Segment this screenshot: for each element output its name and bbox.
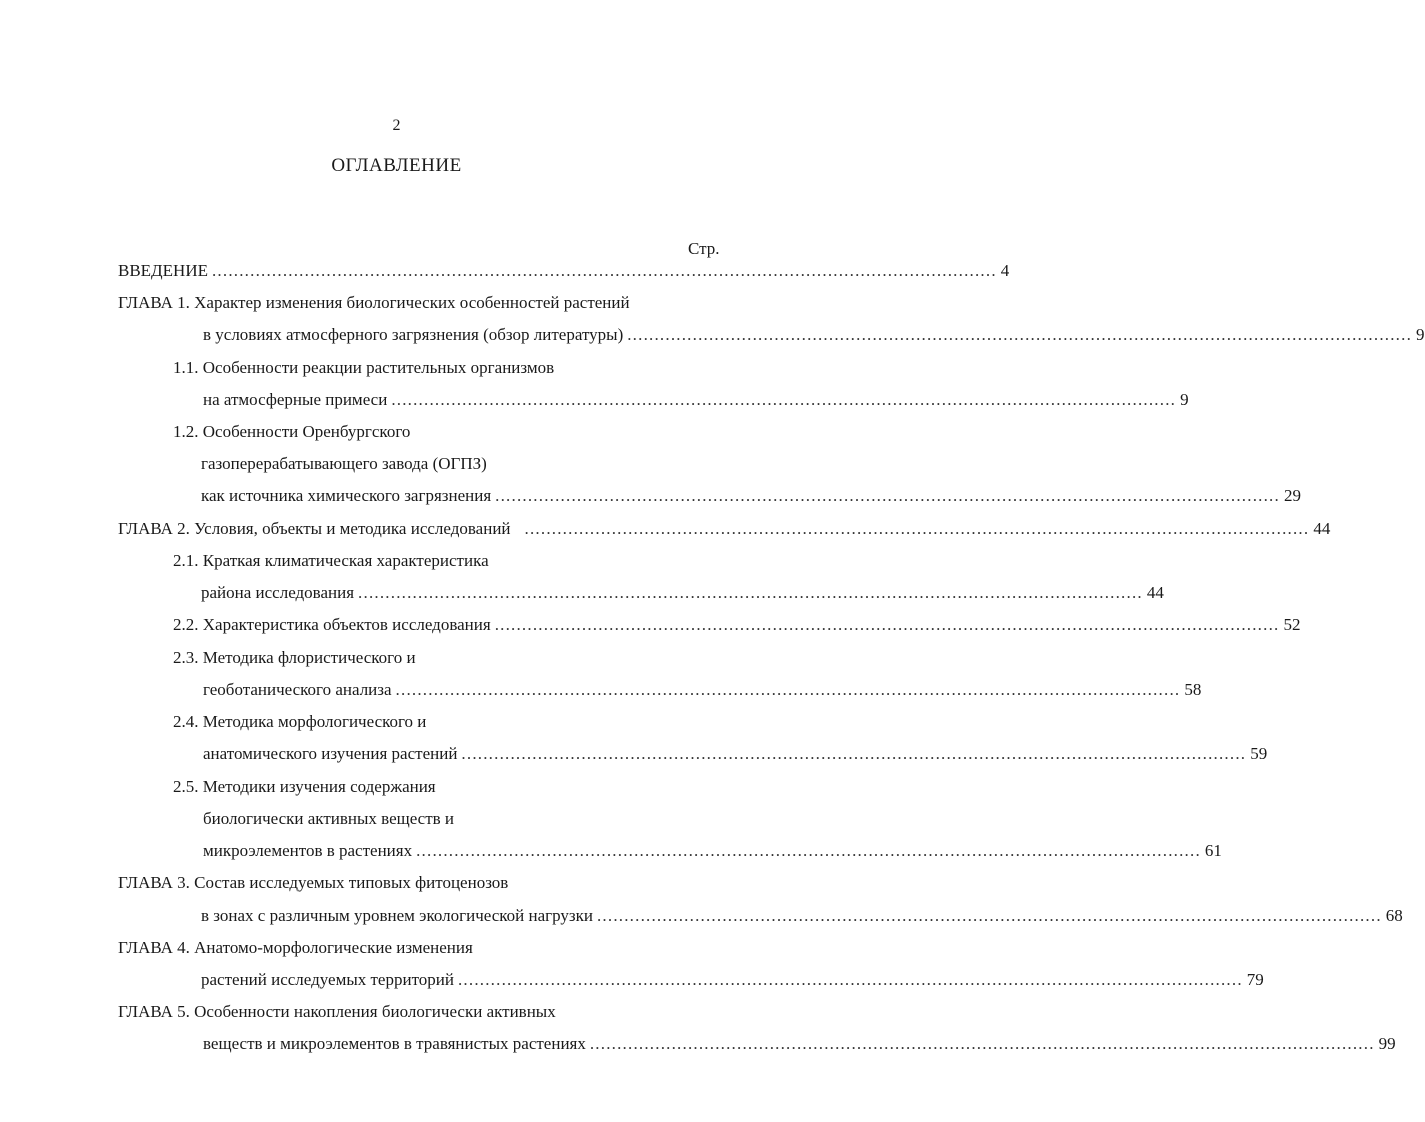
page-number: 2 xyxy=(392,117,401,134)
toc-entry-text: в зонах с различным уровнем экологической нагрузки xyxy=(201,906,593,925)
toc-entry-page: 44 xyxy=(1146,583,1164,602)
toc-entry-text: микроэлементов в растениях xyxy=(203,841,413,860)
toc-entry-section-2-5: 2.5. Методики изучения содержания xyxy=(173,777,436,796)
toc-entry-page: 59 xyxy=(1250,744,1268,763)
toc-entry-text: анатомического изучения растений xyxy=(203,744,458,763)
toc-entry-text: ВВЕДЕНИЕ xyxy=(118,261,208,280)
toc-entry-section-2-3-cont xyxy=(203,679,1202,701)
toc-leader-dots: ................................................................................................................................................ xyxy=(395,680,1181,699)
toc-leader-dots: ................................................................................................................................................ xyxy=(627,325,1413,344)
toc-entry-chapter-5-cont xyxy=(203,1033,1396,1055)
toc-entry-section-1-2: 1.2. Особенности Оренбургского xyxy=(173,422,411,441)
toc-entry-chapter-1-cont xyxy=(203,324,1425,346)
toc-entry-section-1-2-cont: газоперерабатывающего завода (ОГПЗ) xyxy=(201,454,487,473)
toc-leader-dots: ................................................................................................................................................ xyxy=(589,1034,1375,1053)
toc-leader-dots: ................................................................................................................................................ xyxy=(461,744,1247,763)
toc-entry-chapter-4-cont xyxy=(201,969,1264,991)
toc-entry-chapter-5: ГЛАВА 5. Особенности накопления биологически активных xyxy=(118,1002,556,1021)
toc-entry-text: геоботанического анализа xyxy=(203,680,392,699)
toc-entry-page: 9 xyxy=(1416,325,1425,344)
toc-entry-section-1-2-end xyxy=(201,485,1301,507)
toc-entry-chapter-2 xyxy=(118,518,1331,540)
toc-leader-dots: ................................................................................................................................................ xyxy=(211,261,997,280)
toc-leader-dots: ................................................................................................................................................ xyxy=(596,906,1382,925)
toc-leader-dots: ................................................................................................................................................ xyxy=(494,615,1280,634)
toc-entry-page: 4 xyxy=(1000,261,1010,280)
toc-entry-page: 52 xyxy=(1283,615,1301,634)
toc-leader-dots: ................................................................................................................................................ xyxy=(457,970,1243,989)
toc-entry-text: ГЛАВА 2. Условия, объекты и методика исследований xyxy=(118,519,511,538)
page-column-header: Стр. xyxy=(688,239,720,258)
toc-leader-dots: ................................................................................................................................................ xyxy=(524,519,1310,538)
toc-entry-page: 29 xyxy=(1283,486,1301,505)
toc-entry-page: 58 xyxy=(1184,680,1202,699)
toc-entry-text: в условиях атмосферного загрязнения (обзор литературы) xyxy=(203,325,624,344)
toc-entry-section-2-3: 2.3. Методика флористического и xyxy=(173,648,416,667)
toc-entry-chapter-3-cont xyxy=(201,905,1403,927)
toc-entry-text: как источника химического загрязнения xyxy=(201,486,492,505)
toc-entry-section-2-1-cont xyxy=(201,582,1164,604)
toc-entry-section-2-4: 2.4. Методика морфологического и xyxy=(173,712,427,731)
toc-leader-dots: ................................................................................................................................................ xyxy=(391,390,1177,409)
toc-entry-text: веществ и микроэлементов в травянистых растениях xyxy=(203,1034,586,1053)
toc-entry-page: 99 xyxy=(1378,1034,1396,1053)
toc-entry-section-2-2 xyxy=(173,614,1301,636)
toc-entry-section-2-5-cont: биологически активных веществ и xyxy=(203,809,455,828)
toc-entry-chapter-1: ГЛАВА 1. Характер изменения биологических особенностей растений xyxy=(118,293,630,312)
toc-entry-page: 44 xyxy=(1313,519,1331,538)
toc-entry-page: 61 xyxy=(1204,841,1222,860)
toc-entry-section-2-1: 2.1. Краткая климатическая характеристика xyxy=(173,551,489,570)
toc-entry-section-1-1-cont xyxy=(203,389,1189,411)
toc-entry-section-1-1: 1.1. Особенности реакции растительных организмов xyxy=(173,358,555,377)
toc-entry-introduction xyxy=(118,260,1010,282)
toc-leader-dots: ................................................................................................................................................ xyxy=(358,583,1143,602)
toc-entry-page: 9 xyxy=(1180,390,1189,409)
toc-entry-page: 79 xyxy=(1246,970,1264,989)
toc-entry-section-2-4-cont xyxy=(203,743,1268,765)
toc-entry-section-2-5-end xyxy=(203,840,1222,862)
toc-entry-text: на атмосферные примеси xyxy=(203,390,388,409)
toc-entry-page: 68 xyxy=(1385,906,1403,925)
toc-leader-dots: ................................................................................................................................................ xyxy=(416,841,1201,860)
toc-entry-text: растений исследуемых территорий xyxy=(201,970,454,989)
toc-entry-text: района исследования xyxy=(201,583,355,602)
toc-entry-text: 2.2. Характеристика объектов исследования xyxy=(173,615,491,634)
toc-leader-dots: ................................................................................................................................................ xyxy=(495,486,1280,505)
toc-title: ОГЛАВЛЕНИЕ xyxy=(331,155,462,176)
toc-entry-chapter-4: ГЛАВА 4. Анатомо-морфологические изменения xyxy=(118,938,473,957)
toc-entry-chapter-3: ГЛАВА 3. Состав исследуемых типовых фитоценозов xyxy=(118,873,509,892)
